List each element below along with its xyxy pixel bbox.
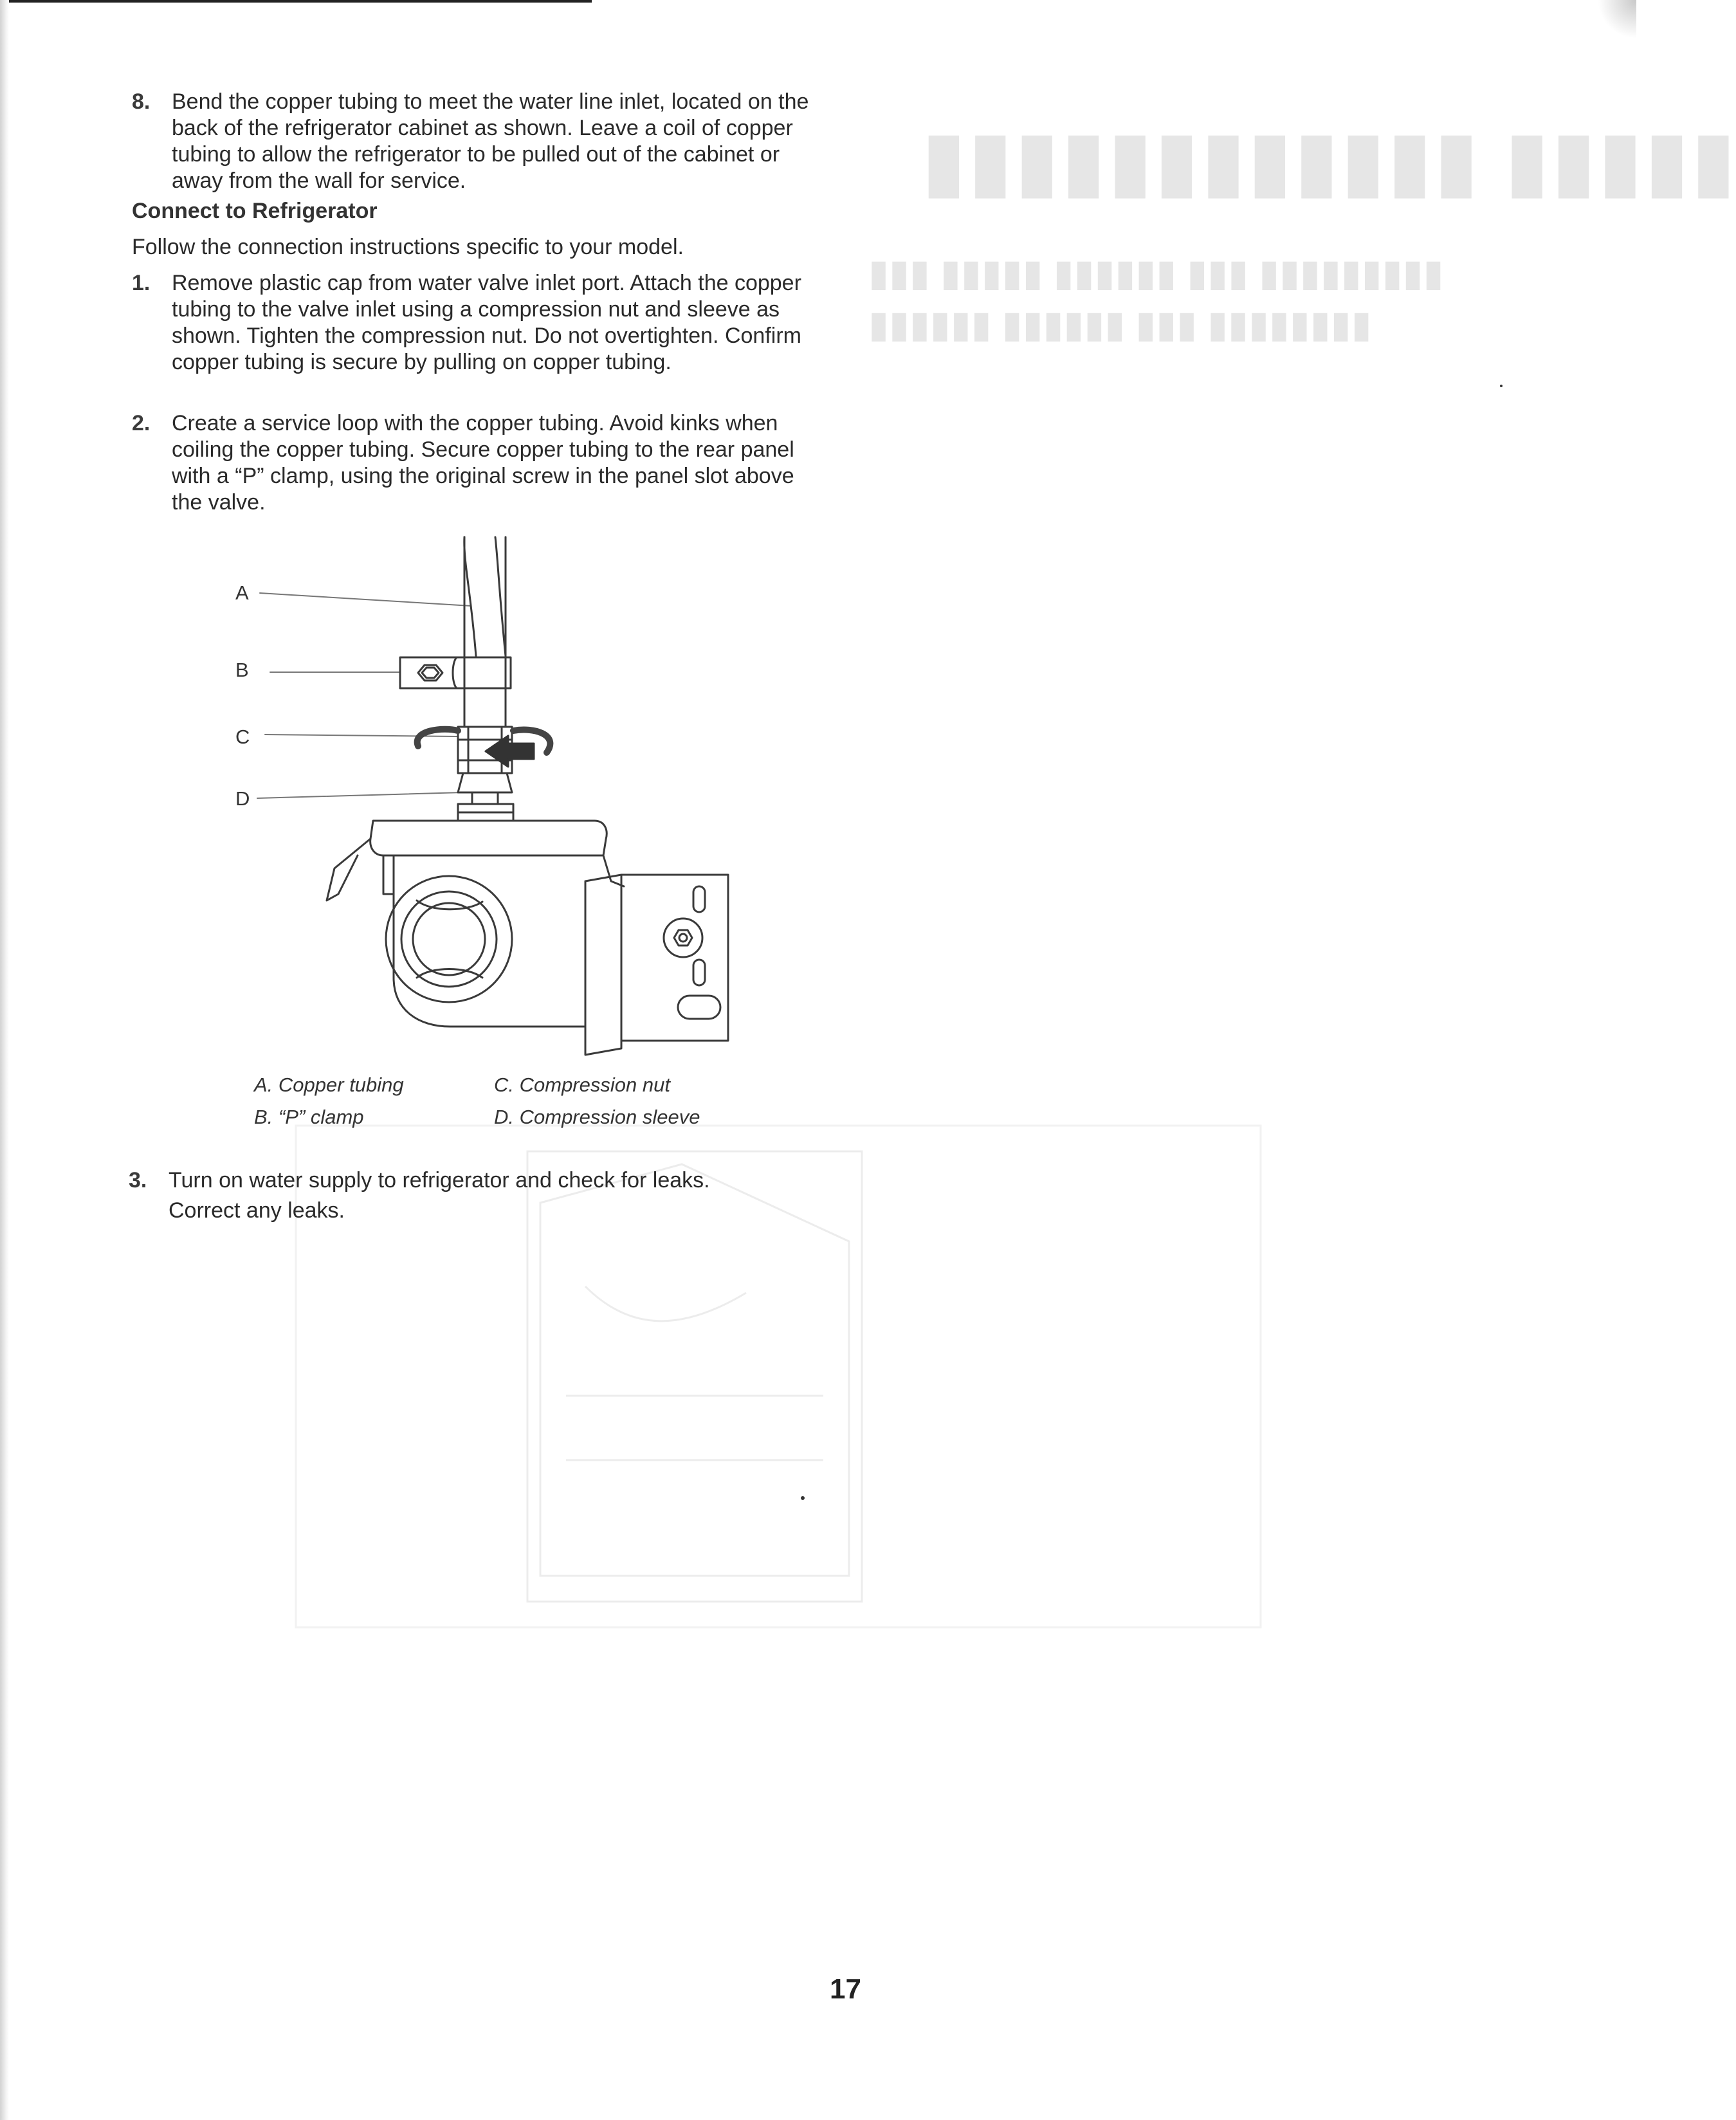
step-number: 1. bbox=[132, 271, 151, 295]
scan-edge-shadow bbox=[0, 0, 9, 2120]
step-number: 3. bbox=[129, 1168, 147, 1192]
step-text: Bend the copper tubing to meet the water line inlet, located on the back of the refrigerator cabinet as shown. Leave a coil of copper tubing to allow the refrigerator to be pulled out of the cabinet or away from the wall for service. bbox=[172, 89, 809, 193]
scan-corner-shadow bbox=[1598, 0, 1636, 39]
callout-d: D bbox=[235, 787, 250, 810]
caption-b: B. “P” clamp bbox=[254, 1106, 364, 1128]
page-number: 17 bbox=[830, 1973, 861, 2005]
valve-connection-figure bbox=[225, 534, 753, 1068]
caption-a: A. Copper tubing bbox=[254, 1074, 404, 1096]
scan-speck bbox=[1500, 385, 1503, 387]
step-text: Turn on water supply to refrigerator and check for leaks. Correct any leaks. bbox=[169, 1168, 710, 1223]
step-8 bbox=[132, 89, 827, 194]
scan-speck bbox=[801, 1496, 805, 1500]
callout-b: B bbox=[235, 659, 249, 681]
step-3 bbox=[129, 1165, 785, 1226]
caption-d: D. Compression sleeve bbox=[494, 1106, 700, 1128]
step-text: Create a service loop with the copper tubing. Avoid kinks when coiling the copper tubing. Secure copper tubing to the rear panel with a “P” clamp, using the original screw in the panel slot above the valve. bbox=[172, 411, 794, 515]
step-text: Remove plastic cap from water valve inlet port. Attach the copper tubing to the valve inlet using a compression nut and sleeve as shown. Tighten the compression nut. Do not overtighten. Confirm copper tubing is secure by pulling on copper tubing. bbox=[172, 271, 801, 374]
page-top-rule bbox=[0, 0, 592, 3]
section-heading: Connect to Refrigerator bbox=[132, 199, 378, 223]
caption-column-right bbox=[494, 1069, 751, 1133]
section-intro: Follow the connection instructions specific to your model. bbox=[132, 235, 684, 259]
step-2 bbox=[132, 410, 827, 516]
bleed-through-subtitle: ▮▮▮▮▮▮▮▮▮ ▮▮▮ ▮▮▮▮▮▮ ▮▮▮▮▮ ▮▮▮ ▮▮▮▮▮▮▮▮ ▮▮▮ ▮▮▮▮▮▮ ▮▮▮▮▮▮ bbox=[868, 252, 1444, 345]
step-number: 8. bbox=[132, 89, 151, 114]
step-number: 2. bbox=[132, 411, 151, 435]
callout-a: A bbox=[235, 581, 249, 604]
caption-c: C. Compression nut bbox=[494, 1074, 670, 1096]
bleed-through-title: ▮▮▮▮▮ ▮▮▮▮▮▮▮▮▮▮▮▮ bbox=[920, 114, 1736, 206]
caption-column-left bbox=[254, 1069, 511, 1133]
step-1 bbox=[132, 270, 827, 376]
water-valve-illustration bbox=[225, 534, 753, 1068]
callout-c: C bbox=[235, 726, 250, 748]
